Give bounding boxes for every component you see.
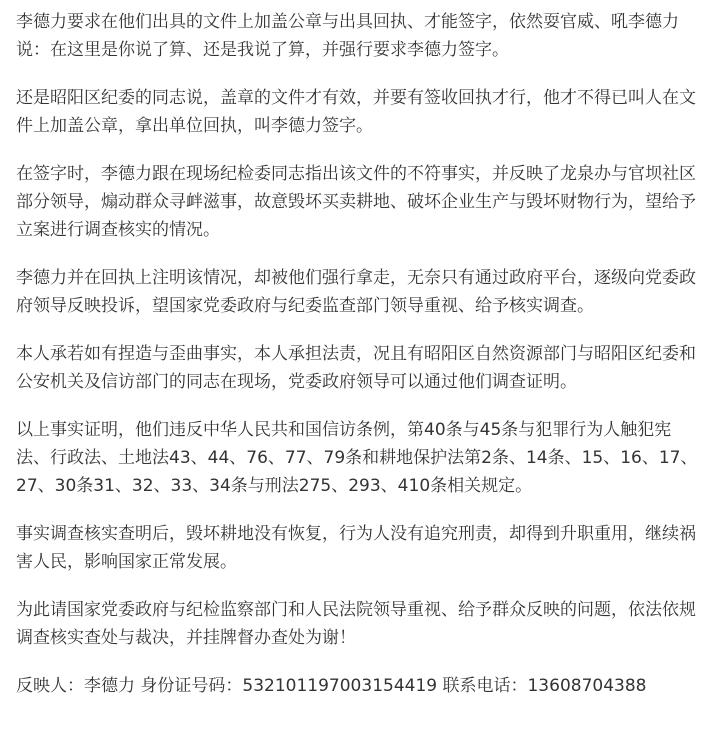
paragraph-signing-report: 在签字时，李德力跟在现场纪检委同志指出该文件的不符事实，并反映了龙泉办与官坝社区部分领导，煽动群众寻衅滋事，故意毁坏买卖耕地、破坏企业生产与毁坏财物行为，望给予立案进行调查核实的情况。 [16,164,696,240]
paragraph-reporter-info: 反映人：李德力 身份证号码：532101197003154419 联系电话：13608704388 [16,676,647,696]
paragraph-request: 为此请国家党委政府与纪检监察部门和人民法院领导重视、给予群众反映的问题，依法依规调查核实查处与裁决，并挂牌督办查处为谢！ [16,600,696,648]
paragraph-legal-violations: 以上事实证明，他们违反中华人民共和国信访条例，第40条与45条与犯罪行为人触犯宪法、行政法、土地法43、44、76、77、79条和耕地保护法第2条、14条、15、16、17、27、30条31、32、33、34条与刑法275、293、410条相关规定。 [16,420,698,496]
paragraph-outcome: 事实调查核实查明后，毁坏耕地没有恢复，行为人没有追究刑责，却得到升职重用，继续祸害人民，影响国家正常发展。 [16,524,696,572]
paragraph-receipt-note: 李德力并在回执上注明该情况，却被他们强行拿走，无奈只有通过政府平台，逐级向党委政府领导反映投诉，望国家党委政府与纪委监查部门领导重视、给予核实调查。 [16,268,696,316]
paragraph-seal-receipt: 还是昭阳区纪委的同志说，盖章的文件才有效，并要有签收回执才行，他才不得已叫人在文件上加盖公章，拿出单位回执，叫李德力签字。 [16,88,696,136]
paragraph-pledge: 本人承若如有捏造与歪曲事实，本人承担法责，况且有昭阳区自然资源部门与昭阳区纪委和公安机关及信访部门的同志在现场，党委政府领导可以通过他们调查证明。 [16,344,696,392]
paragraph-signature-request: 李德力要求在他们出具的文件上加盖公章与出具回执、才能签字，依然耍官威、吼李德力说：在这里是你说了算、还是我说了算，并强行要求李德力签字。 [16,12,679,60]
article-body [16,0,700,700]
